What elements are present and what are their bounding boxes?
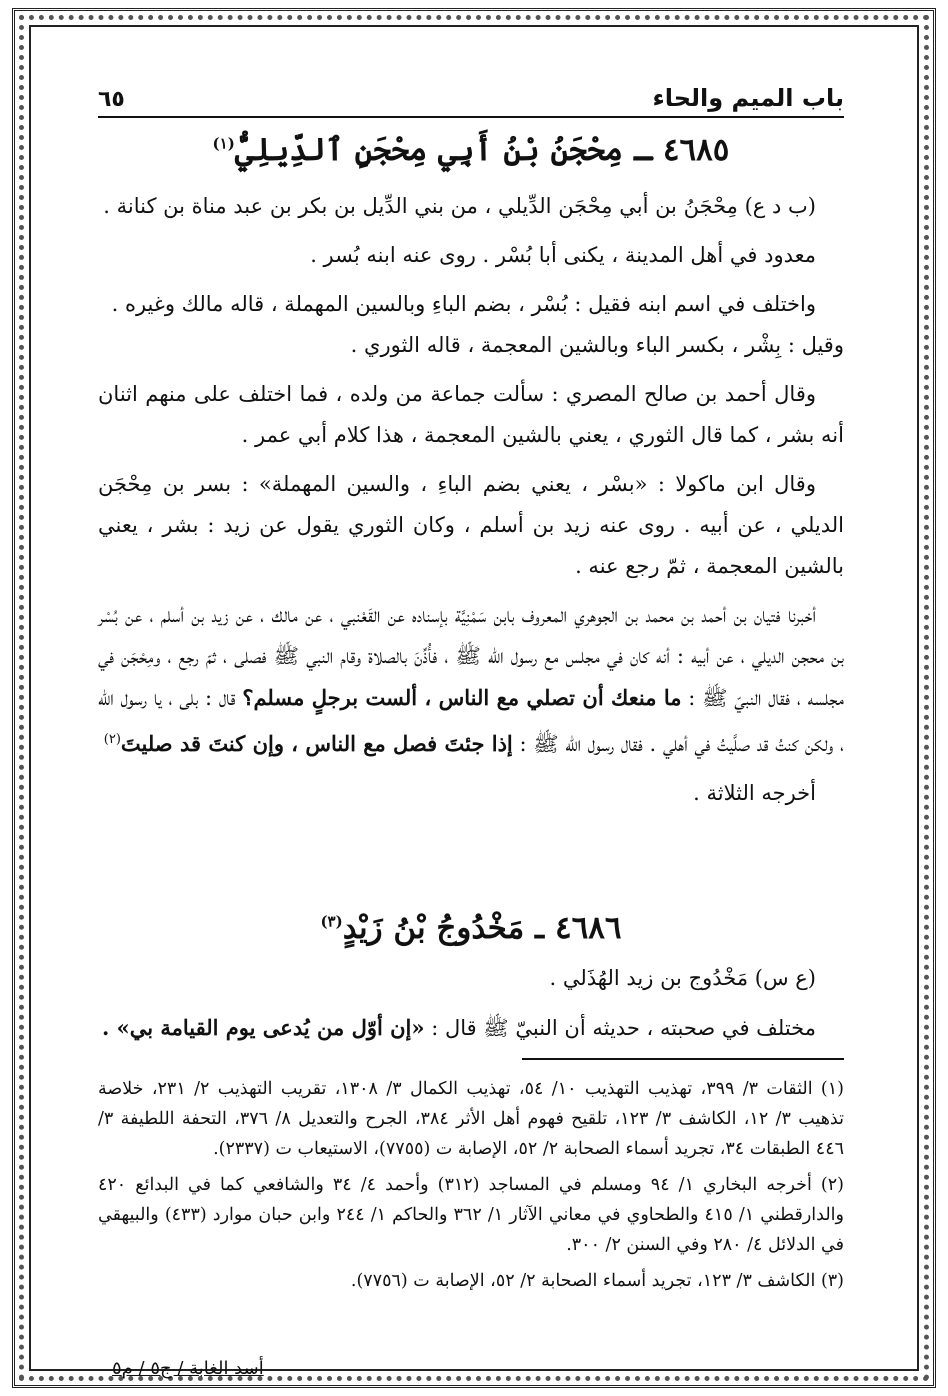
paragraph [98,1007,844,1049]
hadith-reply: قال : بلى ، يا رسول الله ، ولكن كنتُ قد صلَّيتُ في أهلي . فقال رسول الله ﷺ : [98,686,844,756]
running-title: باب الميم والحاء [652,84,844,112]
footnotes [98,1074,844,1302]
hadith-quote: إذا جئتَ فصل مع الناس ، وإن كنتَ قد صليتَ [120,731,513,756]
entry-heading-4685 [98,132,844,168]
book-page [98,70,844,1370]
paragraph: (ع س) مَخْدُوج بن زيد الهُذَلي . [549,966,816,990]
footnote-3: (٣) الكاشف ٣/ ١٢٣، تجريد أسماء الصحابة ٢/ ٥٢، الإصابة ت (٧٧٥٦). [350,1271,844,1291]
paragraph: وقيل : بِشْر ، بكسر الباء وبالشين المعجمة ، قاله الثوري . [350,333,844,357]
printer-signature: أسد الغابة / ج٥ / م٥ [112,1358,264,1379]
paragraph: (ب د ع) مِحْجَنُ بن أبي مِحْجَن الدِّيلي ، من بني الدِّيل بن بكر بن عبد مناة بن كنانة . [103,194,816,218]
footnote-1: (١) الثقات ٣/ ٣٩٩، تهذيب التهذيب ١٠/ ٥٤، تهذيب الكمال ٣/ ١٣٠٨، تقريب التهذيب ٢/ ٢٣١، خلاصة تذهيب ٣/ ١٢، الكاشف ٣/ ١٢٣، تلقيح فهوم أهل الأثر ٣٨٤، الجرح والتعديل ٨/ ٣٧٦، التحفة اللطيفة ٣/ ٤٤٦ الطبقات ٣٤، تجريد أسماء الصحابة ٢/ ٥٢، الإصابة ت (٧٧٥٥)، الاستيعاب ت (٢٣٣٧). [98,1079,844,1159]
footnote-2: (٢) أخرجه البخاري ١/ ٩٤ ومسلم في المساجد (٣١٢) وأحمد ٤/ ٣٤ والشافعي كما في البدائع ٤٢٠ والدارقطني ١/ ٤١٥ والطحاوي في معاني الآثار ١/ ٣٦٢ والحاكم ١/ ٢٤٤ وابن حبان موارد (٤٣٣) والبيهقي في الدلائل ٤/ ٢٨٠ وفي السنن ٢/ ٣٠٠. [98,1175,844,1255]
running-header [98,76,844,118]
entry-body-4686 [98,958,844,1057]
footnote-separator [522,1058,844,1060]
paragraph: وقال أحمد بن صالح المصري : سألت جماعة من ولده ، فما اختلف على منهم اثنان أنه بشر ، كما قال الثوري ، يعني بالشين المعجمة ، هذا كلام أبي عمر . [98,382,844,447]
hadith-quote: ما منعك أن تصلي مع الناس ، ألست برجلٍ مسلم؟ [242,685,682,710]
entry-heading-4686 [98,910,844,946]
entry-body-4685 [98,186,844,822]
text-plain: مختلف في صحبته ، حديثه أن النبيّ ﷺ قال : [431,1016,816,1040]
hadith-intro: أخبرنا فتيان بن أحمد بن محمد بن الجوهري المعروف بابن سَمْنِيَّة بإسناده عن القَعْنبي ، عن مالك ، عن زيد بن أسلم ، عن بُسْر بن محجن الديلي ، عن أبيه : أنه كان في مجلس مع رسول الله ﷺ ، فأُذِّنَ بالصلاة وقام النبي ﷺ فصلى ، ثمّ رجع ، ومِحْجَن في مجلسه ، فقال النبيّ ﷺ : [98,603,844,710]
hadith-quote: «إن أوّل من يُدعى يوم القيامة بي» . [101,1015,425,1040]
page-number: ٦٥ [98,87,125,112]
entry-title: ٤٦٨٦ ـ مَخْدُوجُ بْنُ زَيْدٍ [342,910,622,946]
footnote-ref: (٢) [103,732,121,747]
paragraph: معدود في أهل المدينة ، يكنى أبا بُسْر . روى عنه ابنه بُسر . [310,243,816,267]
hadith-paragraph [98,595,844,765]
footnote-ref: (١) [212,134,235,153]
paragraph: واختلف في اسم ابنه فقيل : بُسْر ، بضم الباءِ وبالسين المهملة ، قاله مالك وغيره . [111,292,816,316]
closing-line: أخرجه الثلاثة . [693,781,816,805]
paragraph: وقال ابن ماكولا : «بسْر ، يعني بضم الباءِ ، والسين المهملة» : بسر بن مِحْجَن الديلي ، عن أبيه . روى عنه زيد بن أسلم ، وكان الثوري يقول عن زيد : بشر ، يعني بالشين المعجمة ، ثمّ رجع عنه . [98,472,844,578]
footnote-ref: (٣) [320,912,343,931]
entry-title: ٤٦٨٥ ـ مِحْجَنُ بْنُ أَبِي مِحْجَنٍ ٱلدِّيلِيُّ [234,132,730,168]
